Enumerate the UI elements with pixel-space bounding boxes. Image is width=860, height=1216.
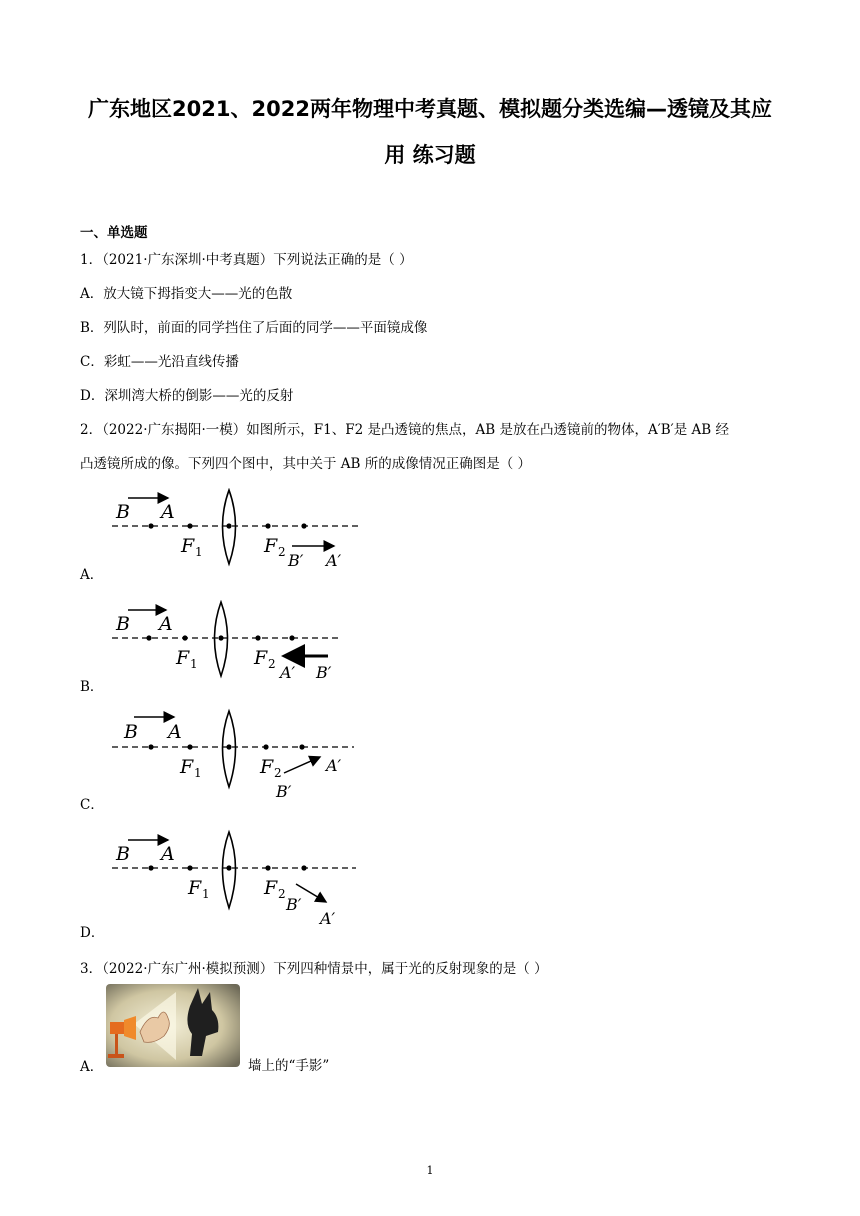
lens-diagram-b	[108, 600, 368, 686]
optical-center	[218, 635, 223, 640]
label-b-prime: B′	[288, 551, 304, 570]
question-1-option-c: C．彩虹——光沿直线传播	[80, 354, 239, 370]
optical-center	[226, 865, 231, 870]
label-a: A	[159, 613, 173, 635]
label-f2-sub: 2	[278, 887, 286, 901]
label-a: A	[168, 721, 182, 743]
label-a-prime: A′	[326, 551, 342, 570]
label-f1: F	[176, 647, 190, 669]
question-2-option-b-label: B．	[80, 679, 104, 695]
point-2f	[289, 635, 294, 640]
label-a-prime: A′	[326, 756, 342, 775]
lens-diagram-d	[108, 828, 368, 924]
title-line-1: 广东地区2021、2022两年物理中考真题、模拟题分类选编—透镜及其应	[88, 97, 772, 121]
label-f2-sub: 2	[274, 766, 282, 780]
label-f2-sub: 2	[278, 545, 286, 559]
point-2f	[301, 523, 306, 528]
point-b	[148, 744, 153, 749]
point-f2	[255, 635, 260, 640]
hand-shadow-photo	[106, 984, 240, 1067]
label-b: B	[116, 501, 130, 523]
label-b: B	[124, 721, 138, 743]
question-1-stem: 1．（2021·广东深圳·中考真题）下列说法正确的是（ ）	[80, 252, 413, 268]
label-b: B	[116, 613, 130, 635]
label-f1-sub: 1	[202, 887, 210, 901]
label-a-prime: A′	[280, 663, 296, 682]
point-f2	[265, 865, 270, 870]
point-f2	[263, 744, 268, 749]
label-b-prime: B′	[286, 895, 302, 914]
point-f1	[187, 865, 192, 870]
optical-center	[226, 523, 231, 528]
question-2-stem-line-1: 2．（2022·广东揭阳·一模）如图所示，F1、F2 是凸透镜的焦点，AB 是放在凸透镜前的物体，A′B′是 AB 经	[80, 422, 729, 438]
label-f1-sub: 1	[194, 766, 202, 780]
question-2-option-d-label: D．	[80, 925, 105, 941]
label-f2: F	[264, 877, 278, 899]
question-3-stem: 3．（2022·广东广州·模拟预测）下列四种情景中，属于光的反射现象的是（ ）	[80, 961, 548, 977]
title-line-2: 用 练习题	[384, 143, 476, 167]
label-f1: F	[181, 535, 195, 557]
lens-diagram-a	[108, 488, 368, 574]
label-f2: F	[264, 535, 278, 557]
optical-center	[226, 744, 231, 749]
question-2-stem-line-2: 凸透镜所成的像。下列四个图中，其中关于 AB 所的成像情况正确图是（ ）	[80, 456, 532, 472]
point-b	[148, 865, 153, 870]
point-2f	[301, 865, 306, 870]
section-heading: 一、单选题	[80, 225, 148, 241]
image-arrow	[284, 757, 320, 773]
label-f2: F	[254, 647, 268, 669]
point-f1	[187, 744, 192, 749]
label-f1-sub: 1	[195, 545, 203, 559]
point-f1	[187, 523, 192, 528]
label-a-prime: A′	[320, 909, 336, 924]
point-b	[146, 635, 151, 640]
page-number: 1	[426, 1164, 434, 1177]
question-2-option-a-label: A．	[80, 567, 104, 583]
label-a: A	[161, 843, 175, 865]
point-b	[148, 523, 153, 528]
label-b: B	[116, 843, 130, 865]
question-1-option-a: A．放大镜下拇指变大——光的色散	[80, 286, 293, 302]
label-f2-sub: 2	[268, 657, 276, 671]
point-f2	[265, 523, 270, 528]
label-a: A	[161, 501, 175, 523]
question-1-option-d: D．深圳湾大桥的倒影——光的反射	[80, 388, 294, 404]
label-f1-sub: 1	[190, 657, 198, 671]
question-2-option-c-label: C．	[80, 797, 104, 813]
label-f2: F	[260, 756, 274, 778]
label-b-prime: B′	[276, 782, 292, 801]
label-f1: F	[180, 756, 194, 778]
question-1-option-b: B．列队时，前面的同学挡住了后面的同学——平面镜成像	[80, 320, 428, 336]
question-3-option-a-caption: 墙上的“手影”	[248, 1058, 330, 1074]
lens-diagram-c	[108, 707, 368, 803]
label-f1: F	[188, 877, 202, 899]
point-2f	[299, 744, 304, 749]
label-b-prime: B′	[316, 663, 332, 682]
question-3-option-a-label: A．	[80, 1059, 104, 1075]
point-f1	[182, 635, 187, 640]
